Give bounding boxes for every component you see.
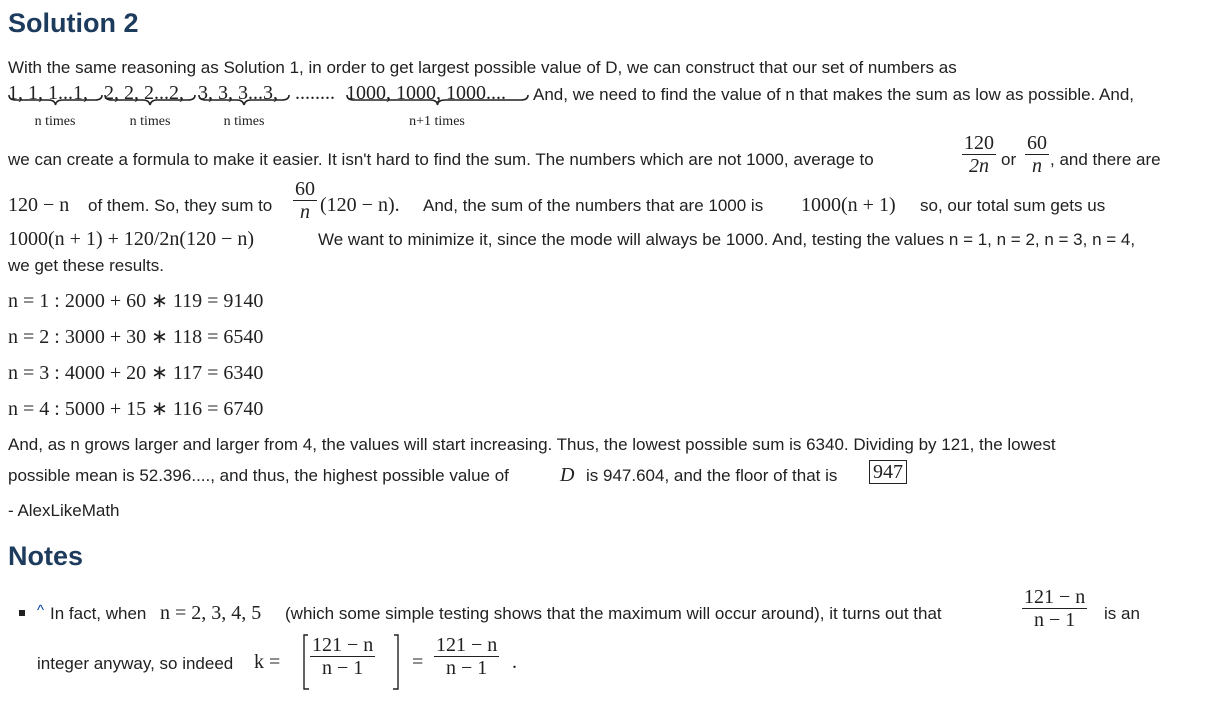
fraction-denominator: 2n [962, 154, 996, 178]
note-text-d: integer anyway, so indeed [37, 654, 234, 673]
fraction-60-over-n-2 [293, 178, 317, 224]
fraction-60-over-n [1025, 132, 1049, 178]
bullet-marker [19, 610, 25, 616]
underbrace-label-3: n times [223, 114, 265, 129]
note-expr-n-values: n = 2, 3, 4, 5 [160, 602, 262, 624]
note-item-1 [0, 584, 1212, 694]
expr-paren-120-minus-n: (120 − n). [320, 194, 400, 216]
sequence-group-4: 1000, 1000, 1000.... [346, 82, 506, 104]
fraction-denominator: n [293, 200, 317, 224]
sum-text-a: of them. So, they sum to [88, 196, 273, 215]
sequence-group-1: 1, 1, 1...1, [8, 82, 88, 104]
sequence-after-text: And, we need to find the value of n that makes the sum as low as possible. And, [533, 85, 1135, 104]
sequence-group-2: 2, 2, 2...2, [104, 82, 184, 104]
sum-text-c: so, our total sum gets us [920, 196, 1106, 215]
fraction-numerator: 121 − n [436, 634, 498, 656]
result-row-n1: n = 1 : 2000 + 60 ∗ 119 = 9140 [8, 290, 264, 312]
fraction-numerator: 121 − n [1024, 586, 1086, 608]
answer-box: 947 [869, 460, 907, 484]
sequence-group-3: 3, 3, 3...3, [198, 82, 278, 104]
underbrace-4 [346, 94, 529, 106]
note-text-a: In fact, when [50, 604, 147, 623]
author-signature: - AlexLikeMath [8, 501, 120, 520]
conclusion-text-b: is 947.604, and the floor of that is [586, 466, 838, 485]
notes-heading: Notes [8, 541, 84, 571]
note-equals: = [412, 651, 424, 673]
note-fraction-1 [1022, 586, 1087, 632]
there-are-text: , and there are [1050, 150, 1161, 169]
results-intro: we get these results. [8, 256, 164, 275]
note-period: . [512, 651, 517, 673]
note-expr-k: k = [254, 651, 281, 673]
intro-paragraph: With the same reasoning as Solution 1, in order to get largest possible value of D, we can construct that our set of numbers as [8, 58, 957, 77]
note-caret-link[interactable]: ^ [37, 602, 45, 619]
fraction-numerator: 120 [964, 132, 994, 154]
solution-heading: Solution 2 [8, 8, 139, 38]
fraction-numerator: 60 [295, 178, 315, 200]
note-fraction-2 [434, 634, 499, 680]
underbrace-label-4: n+1 times [409, 114, 465, 129]
sequence-line [8, 80, 1208, 140]
underbrace-label-1: n times [34, 114, 76, 129]
total-sum-expression: 1000(n + 1) + 120/2n(120 − n) [8, 228, 255, 250]
fraction-numerator: 121 − n [312, 634, 374, 656]
sequence-dots: ........ [295, 82, 335, 104]
fraction-denominator: n − 1 [1022, 608, 1087, 632]
conclusion-line-2 [8, 460, 1208, 488]
underbrace-3 [198, 94, 290, 106]
floor-fraction [310, 634, 375, 680]
fraction-denominator: n − 1 [310, 656, 375, 680]
note-text-b: (which some simple testing shows that the maximum will occur around), it turns out that [285, 604, 942, 623]
underbrace-2 [104, 94, 196, 106]
variable-d: D [560, 464, 575, 486]
underbrace-label-2: n times [129, 114, 171, 129]
result-row-n3: n = 3 : 4000 + 20 ∗ 117 = 6340 [8, 362, 264, 384]
fraction-120-over-2n [962, 132, 996, 178]
floor-right-bracket [392, 634, 400, 690]
or-text: or [1001, 150, 1017, 169]
fraction-denominator: n − 1 [434, 656, 499, 680]
underbrace-1 [8, 94, 103, 106]
fraction-numerator: 60 [1027, 132, 1047, 154]
result-row-n2: n = 2 : 3000 + 30 ∗ 118 = 6540 [8, 326, 264, 348]
note-text-c: is an [1104, 604, 1140, 623]
sum-text-b: And, the sum of the numbers that are 1000 is [423, 196, 764, 215]
expr-1000-n-plus-1: 1000(n + 1) [801, 194, 896, 216]
floor-left-bracket [302, 634, 310, 690]
average-text: we can create a formula to make it easier. It isn't hard to find the sum. The numbers which are not 1000, average to [8, 150, 874, 169]
result-row-n4: n = 4 : 5000 + 15 ∗ 116 = 6740 [8, 398, 264, 420]
average-line [8, 132, 1208, 184]
fraction-denominator: n [1025, 154, 1049, 178]
conclusion-text-a: possible mean is 52.396...., and thus, the highest possible value of [8, 466, 509, 485]
conclusion-line-1: And, as n grows larger and larger from 4, the values will start increasing. Thus, the lowest possible sum is 6340. Dividing by 121, the lowest [8, 435, 1056, 454]
expr-120-minus-n: 120 − n [8, 194, 70, 216]
sum-line [8, 178, 1208, 228]
minimize-text: We want to minimize it, since the mode will always be 1000. And, testing the values n = 1, n = 2, n = 3, n = 4, [318, 230, 1136, 249]
